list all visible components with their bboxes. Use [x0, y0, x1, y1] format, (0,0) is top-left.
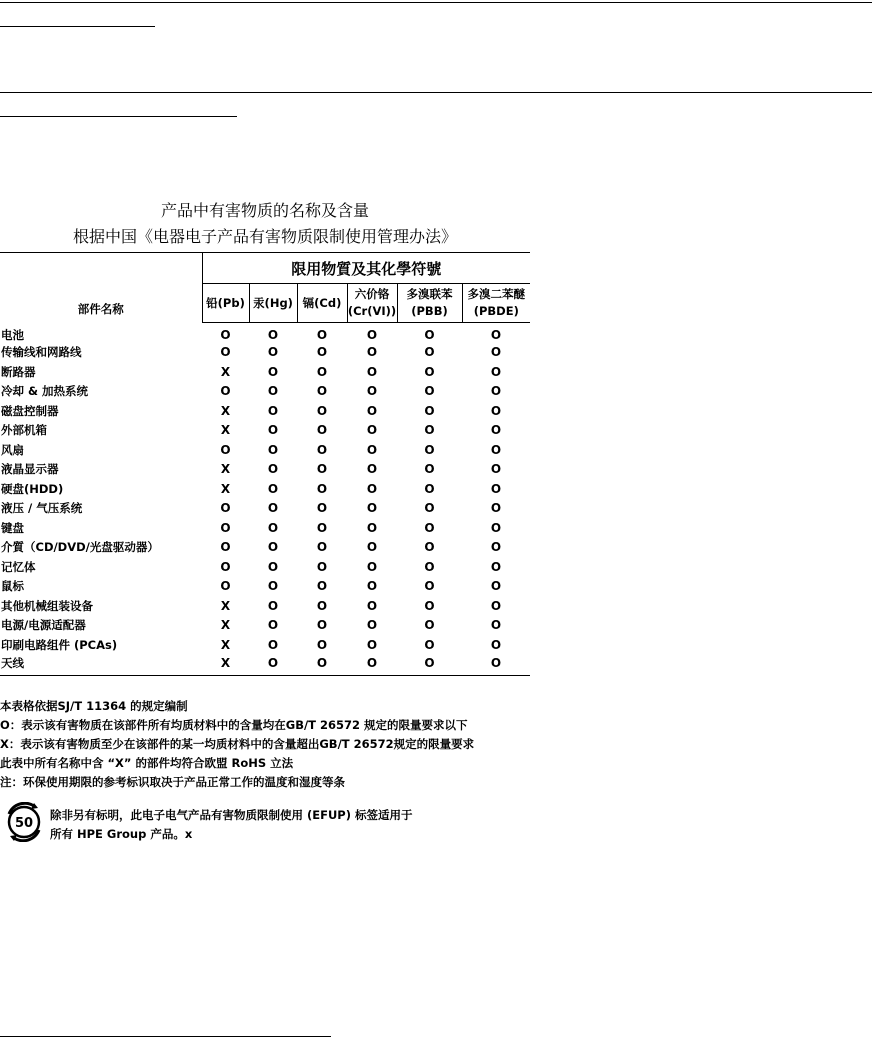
substance-mark: O — [424, 364, 435, 379]
substance-mark: O — [424, 442, 435, 457]
middle-underline — [0, 116, 237, 117]
substance-mark: O — [366, 540, 378, 555]
part-name: 天线 — [0, 655, 202, 676]
substance-mark: O — [366, 345, 378, 360]
substance-mark: O — [366, 520, 378, 535]
table-row — [0, 479, 530, 499]
substance-mark: O — [316, 403, 328, 418]
substance-mark: O — [424, 501, 435, 516]
efup-line-1: 除非另有标明，此电子电气产品有害物质限制使用 (EFUP) 标签适用于 — [50, 808, 413, 822]
substance-mark: O — [490, 481, 502, 496]
part-name: 其他机械组装设备 — [1, 598, 93, 613]
substance-mark: O — [267, 403, 279, 418]
substance-mark: X — [220, 618, 231, 633]
substance-mark: O — [220, 327, 231, 342]
substance-mark: O — [267, 598, 279, 613]
substance-mark: O — [316, 598, 328, 613]
substance-mark: X — [220, 462, 231, 477]
table-row — [0, 518, 530, 538]
substance-mark: O — [316, 637, 328, 652]
bottom-underline — [0, 1036, 331, 1037]
substance-mark: O — [267, 637, 279, 652]
substance-mark: O — [316, 345, 328, 360]
substance-mark: O — [424, 327, 435, 342]
column-header-line-2: (PBB) — [411, 304, 448, 318]
substance-mark: O — [490, 637, 502, 652]
substance-column-header — [202, 284, 249, 323]
substance-mark: O — [424, 540, 435, 555]
part-name: 液晶显示器 — [1, 462, 59, 477]
substance-mark: O — [424, 403, 435, 418]
substance-mark: O — [424, 618, 435, 633]
substance-mark: O — [490, 403, 502, 418]
substance-mark: X — [220, 637, 231, 652]
table-row — [0, 655, 530, 676]
part-name: 电源/电源适配器 — [1, 618, 86, 633]
substance-mark: O — [267, 345, 279, 360]
substance-column-header — [297, 284, 347, 323]
substance-mark: O — [316, 579, 328, 594]
substance-mark: O — [490, 598, 502, 613]
substance-group-header: 限用物質及其化學符號 — [202, 253, 530, 284]
substance-mark: O — [267, 462, 279, 477]
table-row — [0, 577, 530, 597]
column-header-line-1: 六价铬 — [354, 287, 390, 301]
substance-mark: O — [220, 540, 231, 555]
substance-column-header — [347, 284, 397, 323]
substance-mark: O — [267, 501, 279, 516]
substance-column-header — [462, 284, 530, 323]
substance-mark: O — [366, 442, 378, 457]
substance-mark: O — [347, 655, 397, 676]
substance-mark: O — [490, 423, 502, 438]
substance-mark: O — [267, 520, 279, 535]
table-row — [0, 557, 530, 577]
part-name: 印刷电路组件 (PCAs) — [1, 637, 118, 652]
substance-mark: O — [316, 442, 328, 457]
part-name: 介質（CD/DVD/光盘驱动器） — [1, 540, 159, 555]
note-line: O：表示该有害物质在该部件所有均质材料中的含量均在GB/T 26572 规定的限量要求以下 — [0, 718, 468, 732]
substance-mark: O — [366, 327, 378, 342]
substance-mark: O — [267, 618, 279, 633]
efup-statement — [50, 806, 413, 844]
note-line: 本表格依据SJ/T 11364 的规定编制 — [0, 699, 188, 713]
table-row — [0, 343, 530, 363]
part-name: 记忆体 — [1, 559, 36, 574]
substance-mark: O — [316, 481, 328, 496]
substance-mark: O — [366, 618, 378, 633]
substance-mark: O — [424, 481, 435, 496]
table-row — [0, 499, 530, 519]
efup-line-2: 所有 HPE Group 产品。x — [50, 827, 193, 841]
substance-mark: O — [267, 423, 279, 438]
substance-mark: O — [490, 442, 502, 457]
substance-mark: O — [490, 501, 502, 516]
top-rule — [0, 2, 872, 3]
middle-rule — [0, 92, 872, 93]
substance-mark: X — [220, 364, 231, 379]
substance-mark: O — [267, 442, 279, 457]
substance-mark: O — [366, 403, 378, 418]
part-name: 风扇 — [1, 442, 24, 457]
table-row — [0, 421, 530, 441]
substance-mark: O — [366, 637, 378, 652]
substance-mark: O — [490, 618, 502, 633]
substance-mark: O — [267, 540, 279, 555]
substance-mark: X — [220, 598, 231, 613]
substance-mark: O — [424, 598, 435, 613]
substance-mark: X — [220, 481, 231, 496]
substance-mark: O — [424, 637, 435, 652]
part-name: 硬盘(HDD) — [1, 481, 64, 496]
substance-mark: O — [490, 540, 502, 555]
substance-mark: O — [366, 559, 378, 574]
table-row — [0, 616, 530, 636]
substance-mark: O — [366, 501, 378, 516]
efup-50-logo-icon — [4, 802, 44, 842]
substance-mark: O — [316, 327, 328, 342]
substance-mark: O — [220, 559, 231, 574]
column-header-line-2: (PBDE) — [473, 304, 519, 318]
table-row — [0, 323, 530, 343]
substance-mark: O — [267, 364, 279, 379]
substance-mark: O — [267, 384, 279, 399]
substance-mark: X — [220, 423, 231, 438]
table-row — [0, 440, 530, 460]
substance-mark: O — [366, 364, 378, 379]
substance-mark: O — [462, 655, 530, 676]
substance-mark: O — [220, 384, 231, 399]
substance-mark: O — [424, 423, 435, 438]
substance-mark: O — [316, 559, 328, 574]
table-row — [0, 401, 530, 421]
note-line: 此表中所有名称中含 “X” 的部件均符合欧盟 RoHS 立法 — [0, 756, 294, 770]
substance-mark: O — [490, 462, 502, 477]
page-subtitle: 根据中国《电器电子产品有害物质限制使用管理办法》 — [72, 227, 457, 246]
substance-mark: O — [490, 579, 502, 594]
efup-logo-number: 50 — [14, 816, 34, 831]
substance-mark: O — [316, 462, 328, 477]
page-title: 产品中有害物质的名称及含量 — [160, 201, 369, 220]
substance-mark: O — [220, 442, 231, 457]
substance-mark: O — [424, 345, 435, 360]
part-name: 鼠标 — [1, 579, 24, 594]
note-line: 注：环保使用期限的参考标识取决于产品正常工作的温度和湿度等条 — [0, 775, 345, 789]
top-underline — [0, 26, 155, 27]
column-header-line-1: 汞(Hg) — [253, 295, 293, 310]
substance-mark: O — [220, 520, 231, 535]
substance-mark: O — [316, 423, 328, 438]
substance-mark: O — [490, 559, 502, 574]
substance-mark: O — [366, 462, 378, 477]
table-notes — [0, 697, 560, 792]
table-row — [0, 362, 530, 382]
table-row — [0, 538, 530, 558]
column-header-line-1: 铅(Pb) — [206, 295, 245, 310]
substance-mark: O — [424, 384, 435, 399]
substance-mark: O — [397, 655, 462, 676]
table-row — [0, 635, 530, 655]
substance-mark: O — [490, 327, 502, 342]
substance-mark: O — [424, 579, 435, 594]
substance-mark: O — [366, 598, 378, 613]
column-header-line-1: 多溴二苯醚 — [467, 287, 526, 301]
substance-mark: O — [220, 579, 231, 594]
part-name: 外部机箱 — [1, 423, 47, 438]
substance-mark: O — [316, 520, 328, 535]
substance-mark: O — [366, 384, 378, 399]
part-name: 电池 — [1, 327, 24, 342]
substance-mark: O — [220, 501, 231, 516]
part-name: 传输线和网路线 — [1, 345, 82, 360]
substance-mark: O — [424, 559, 435, 574]
substance-mark: X — [202, 655, 249, 676]
substance-column-header — [397, 284, 462, 323]
column-header-line-2: (Cr(VI)) — [347, 304, 397, 318]
substance-mark: O — [220, 345, 231, 360]
substance-column-header — [249, 284, 297, 323]
substance-mark: O — [490, 345, 502, 360]
substance-mark: O — [316, 384, 328, 399]
substance-mark: O — [366, 423, 378, 438]
substance-mark: O — [490, 520, 502, 535]
substance-mark: O — [316, 364, 328, 379]
note-line: X：表示该有害物质至少在该部件的某一均质材料中的含量超出GB/T 26572规定的限量要求 — [0, 737, 475, 751]
part-name: 冷却 & 加热系统 — [1, 384, 89, 399]
column-header-line-1: 多溴联苯 — [406, 287, 453, 301]
substance-mark: O — [316, 540, 328, 555]
part-name: 磁盘控制器 — [1, 403, 59, 418]
part-name: 液压 / 气压系统 — [1, 501, 83, 516]
substance-mark: O — [267, 327, 279, 342]
substance-mark: O — [366, 579, 378, 594]
substance-mark: O — [316, 618, 328, 633]
substance-mark: O — [490, 364, 502, 379]
table-row — [0, 460, 530, 480]
table-row — [0, 596, 530, 616]
hazardous-substance-table — [0, 252, 530, 676]
part-name: 断路器 — [1, 364, 36, 379]
substance-mark: O — [366, 481, 378, 496]
table-row — [0, 382, 530, 402]
substance-mark: O — [267, 481, 279, 496]
substance-mark: O — [424, 520, 435, 535]
part-name: 键盘 — [1, 520, 24, 535]
substance-mark: O — [267, 559, 279, 574]
substance-mark: X — [220, 403, 231, 418]
substance-mark: O — [297, 655, 347, 676]
column-header-line-1: 镉(Cd) — [302, 295, 342, 310]
substance-mark: O — [490, 384, 502, 399]
substance-mark: O — [249, 655, 297, 676]
substance-mark: O — [267, 579, 279, 594]
substance-mark: O — [424, 462, 435, 477]
substance-mark: O — [316, 501, 328, 516]
part-name-header: 部件名称 — [0, 253, 202, 323]
